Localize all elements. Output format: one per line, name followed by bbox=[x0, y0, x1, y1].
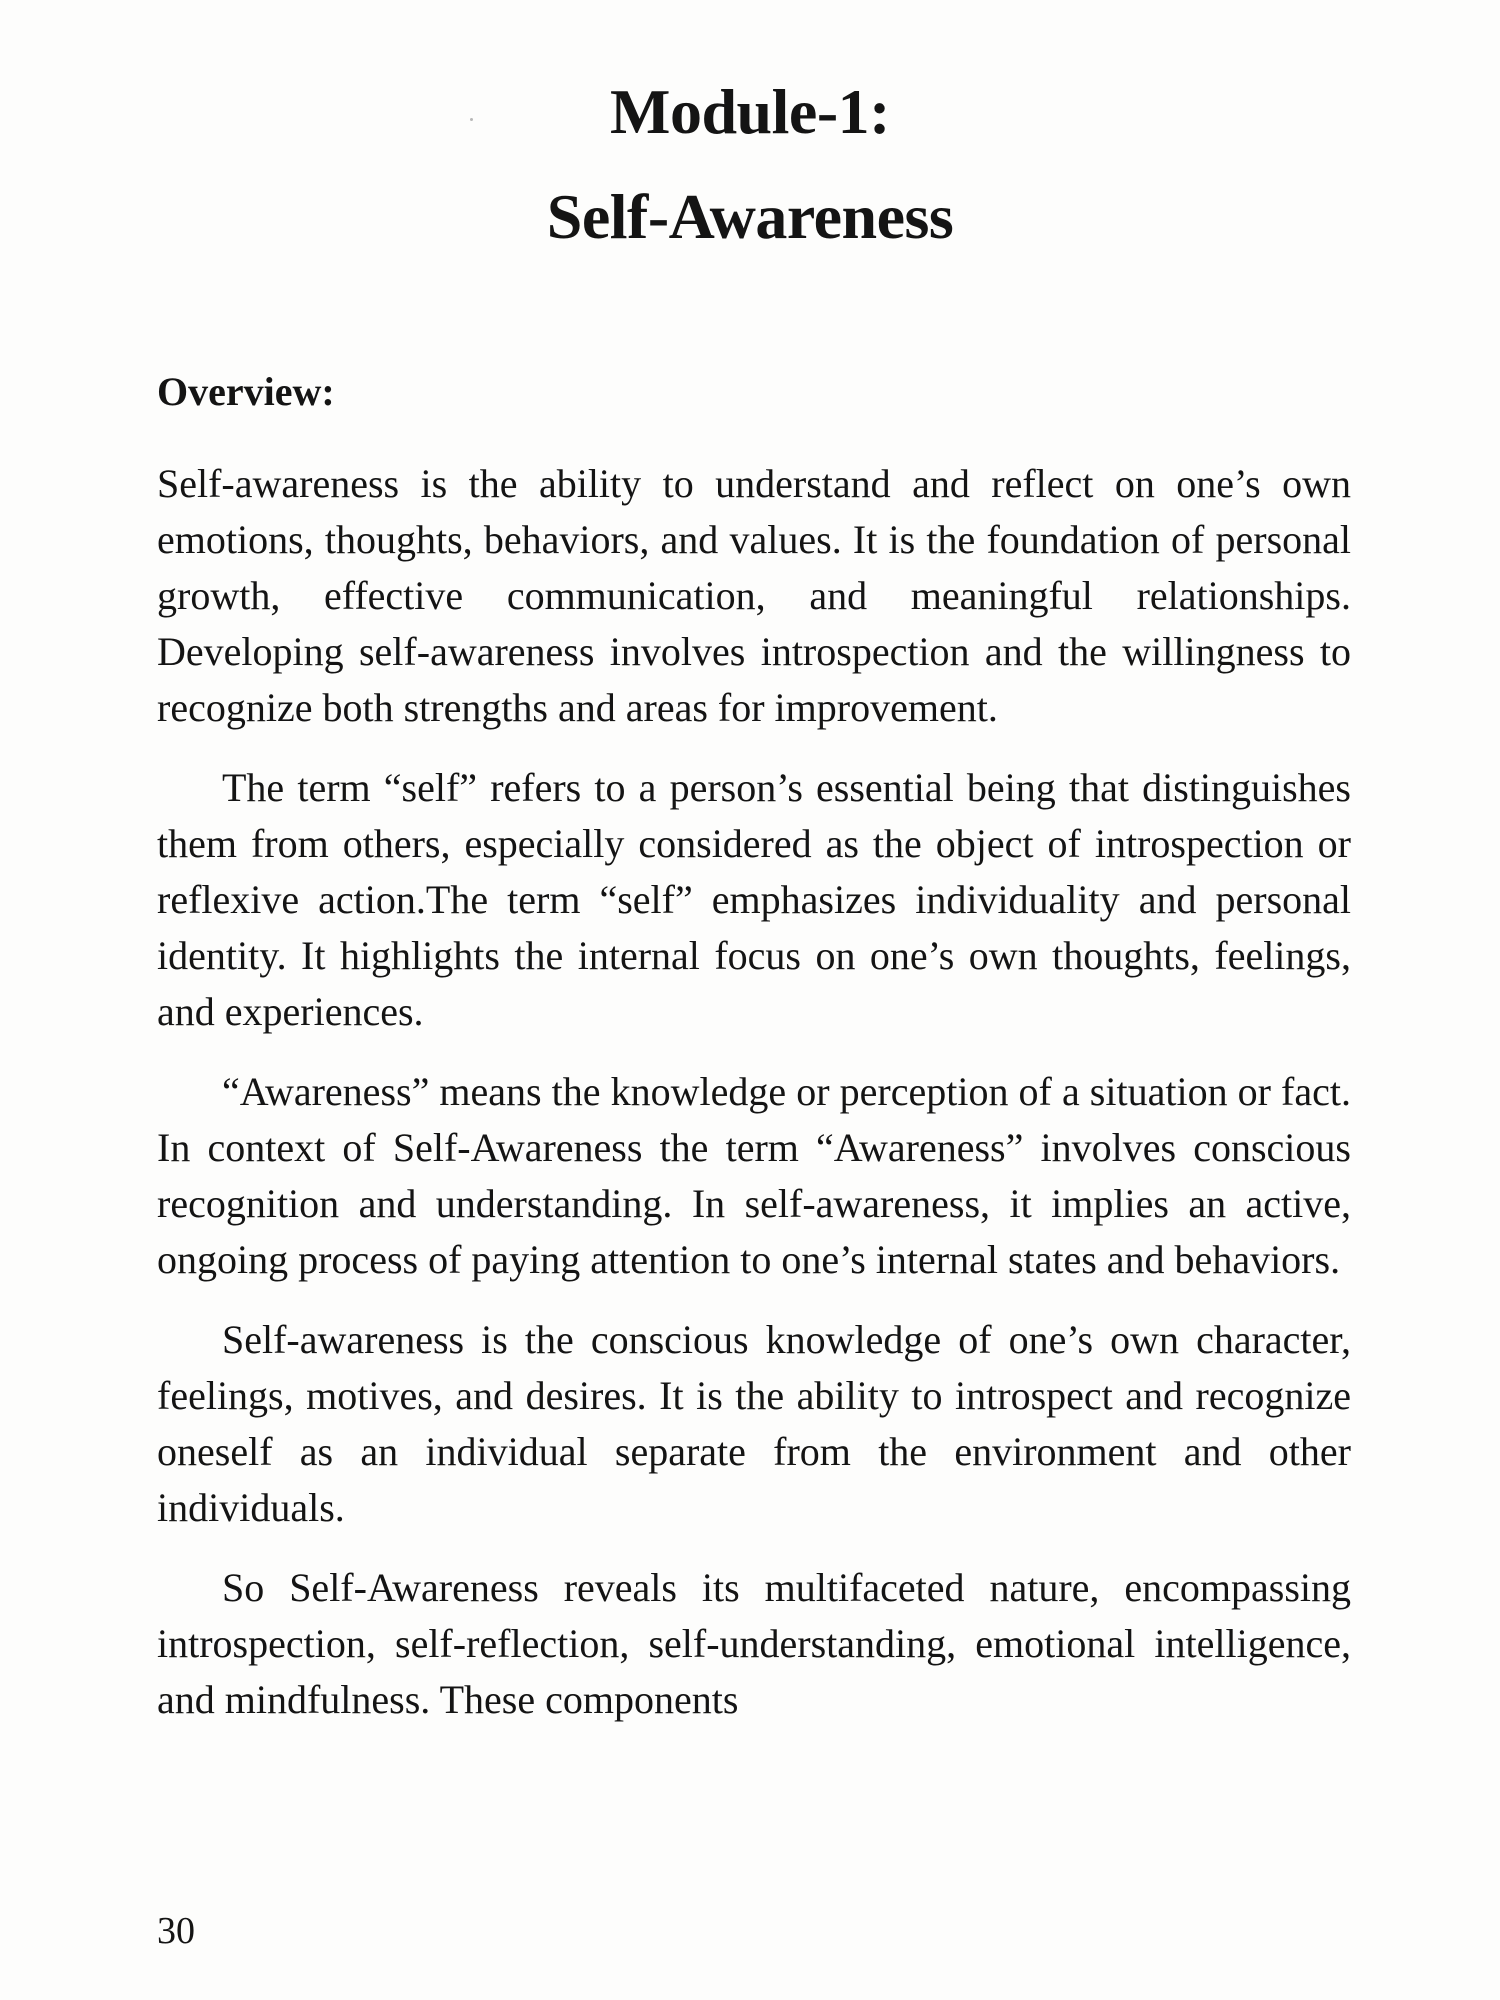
page-content bbox=[157, 369, 1351, 1752]
paragraph-multifaceted: So Self-Awareness reveals its multifaceted nature, encompassing introspection, self-reflection, self-understanding, emotional intelligence, and mindfulness. These components bbox=[157, 1565, 1351, 1722]
module-title: Module-1: bbox=[610, 76, 890, 147]
paragraph-overview: Self-awareness is the ability to understand and reflect on one’s own emotions, thoughts, behaviors, and values. It is the foundation of personal growth, effective communication, and meaningful relationships. Developing self-awareness involves introspection and the willingness to recognize both strengths and areas for improvement. bbox=[157, 461, 1351, 730]
module-subtitle: Self-Awareness bbox=[546, 181, 954, 252]
paragraph-self-term: The term “self” refers to a person’s essential being that distinguishes them from others, especially considered as the object of introspection or reflexive action.The term “self” emphasizes individuality and personal identity. It highlights the internal focus on one’s own thoughts, feelings, and experiences. bbox=[157, 765, 1351, 1034]
paragraph-definition: Self-awareness is the conscious knowledge of one’s own character, feelings, motives, and desires. It is the ability to introspect and recognize oneself as an individual separate from the environment and other individuals. bbox=[157, 1317, 1351, 1530]
paragraph-awareness-term: “Awareness” means the knowledge or perception of a situation or fact. In context of Self-Awareness the term “Awareness” involves conscious recognition and understanding. In self-awareness, it implies an active, ongoing process of paying attention to one’s internal states and behaviors. bbox=[157, 1069, 1351, 1282]
section-heading: Overview: bbox=[157, 369, 335, 414]
page-number: 30 bbox=[157, 1910, 195, 1952]
